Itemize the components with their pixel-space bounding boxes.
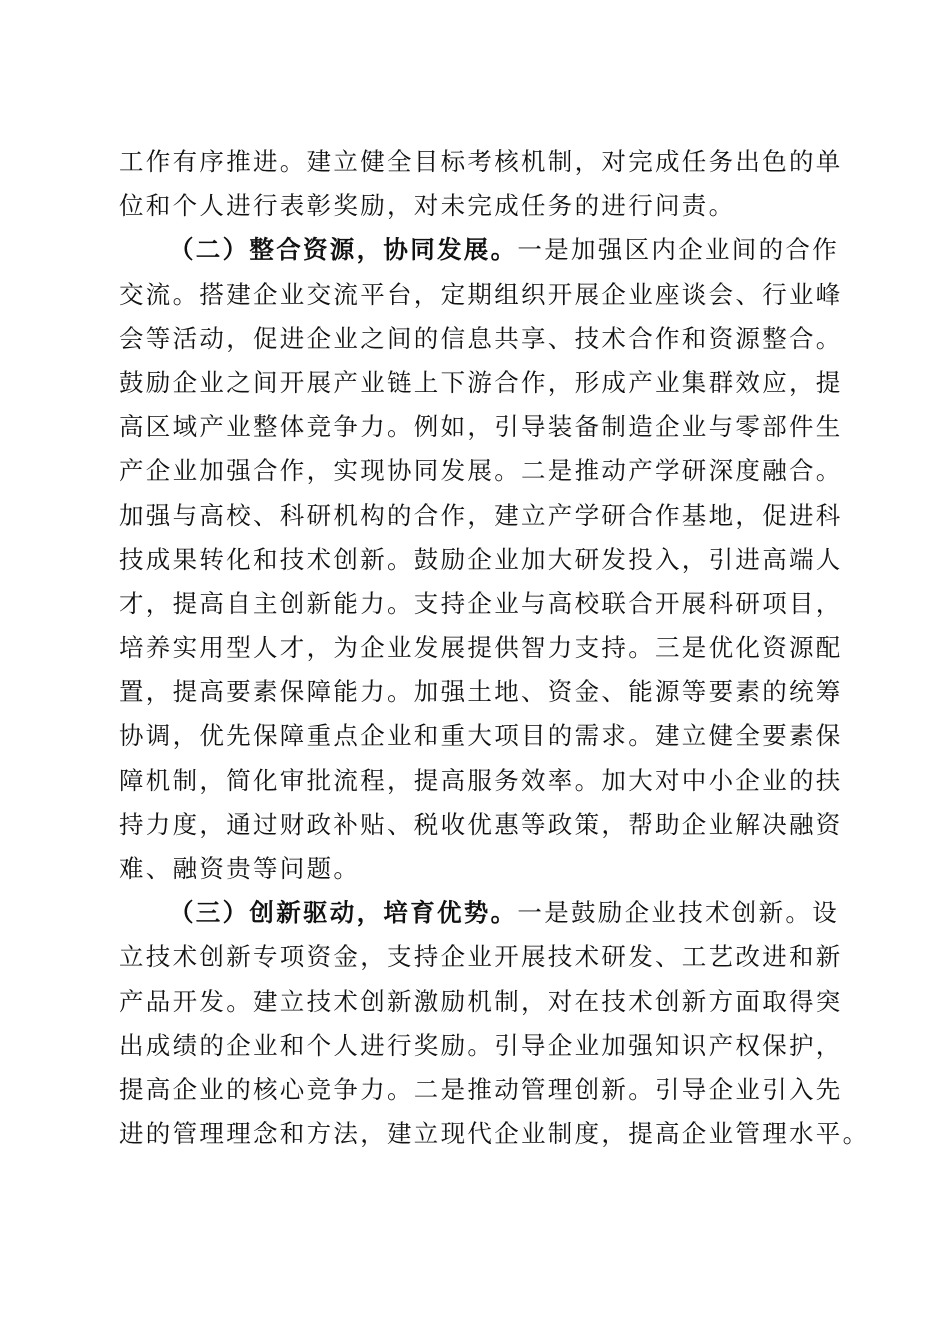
- text-line: 才，提高自主创新能力。支持企业与高校联合开展科研项目，: [119, 588, 843, 618]
- text-line: 持力度，通过财政补贴、税收优惠等政策，帮助企业解决融资: [119, 809, 843, 839]
- text-line: 工作有序推进。建立健全目标考核机制，对完成任务出色的单: [119, 147, 843, 176]
- text-line: 障机制，简化审批流程，提高服务效率。加大对中小企业的扶: [119, 765, 843, 795]
- section-heading: （二）整合资源，协同发展。: [169, 235, 518, 265]
- text-line: 位和个人进行表彰奖励，对未完成任务的进行问责。: [119, 191, 736, 221]
- paragraph-first-line: [119, 228, 839, 272]
- text-line: 交流。搭建企业交流平台，定期组织开展企业座谈会、行业峰: [119, 279, 843, 309]
- text-line: 置，提高要素保障能力。加强土地、资金、能源等要素的统筹: [119, 677, 843, 707]
- paragraph-text: 一是鼓励企业技术创新。设: [517, 898, 840, 928]
- text-line: 产品开发。建立技术创新激励机制，对在技术创新方面取得突: [119, 986, 843, 1016]
- section-heading: （三）创新驱动，培育优势。: [169, 898, 518, 928]
- body-text: [119, 140, 870, 1156]
- text-line: 加强与高校、科研机构的合作，建立产学研合作基地，促进科: [119, 500, 843, 530]
- text-line: 技成果转化和技术创新。鼓励企业加大研发投入，引进高端人: [119, 544, 843, 574]
- text-line: 产企业加强合作，实现协同发展。二是推动产学研深度融合。: [119, 456, 843, 486]
- text-line: 鼓励企业之间开展产业链上下游合作，形成产业集群效应，提: [119, 367, 843, 397]
- text-line: 会等活动，促进企业之间的信息共享、技术合作和资源整合。: [119, 323, 843, 353]
- text-line: 培养实用型人才，为企业发展提供智力支持。三是优化资源配: [119, 633, 843, 663]
- text-line: 进的管理理念和方法，建立现代企业制度，提高企业管理水平。: [119, 1119, 870, 1149]
- text-line: 高区域产业整体竞争力。例如，引导装备制造企业与零部件生: [119, 412, 843, 442]
- paragraph-first-line: [119, 891, 839, 935]
- text-line: 提高企业的核心竞争力。二是推动管理创新。引导企业引入先: [119, 1074, 843, 1104]
- text-line: 难、融资贵等问题。: [119, 854, 361, 883]
- text-line: 协调，优先保障重点企业和重大项目的需求。建立健全要素保: [119, 721, 843, 751]
- paragraph-text: 一是加强区内企业间的合作: [517, 235, 840, 265]
- text-line: 出成绩的企业和个人进行奖励。引导企业加强知识产权保护，: [119, 1030, 843, 1060]
- text-line: 立技术创新专项资金，支持企业开展技术研发、工艺改进和新: [119, 942, 843, 972]
